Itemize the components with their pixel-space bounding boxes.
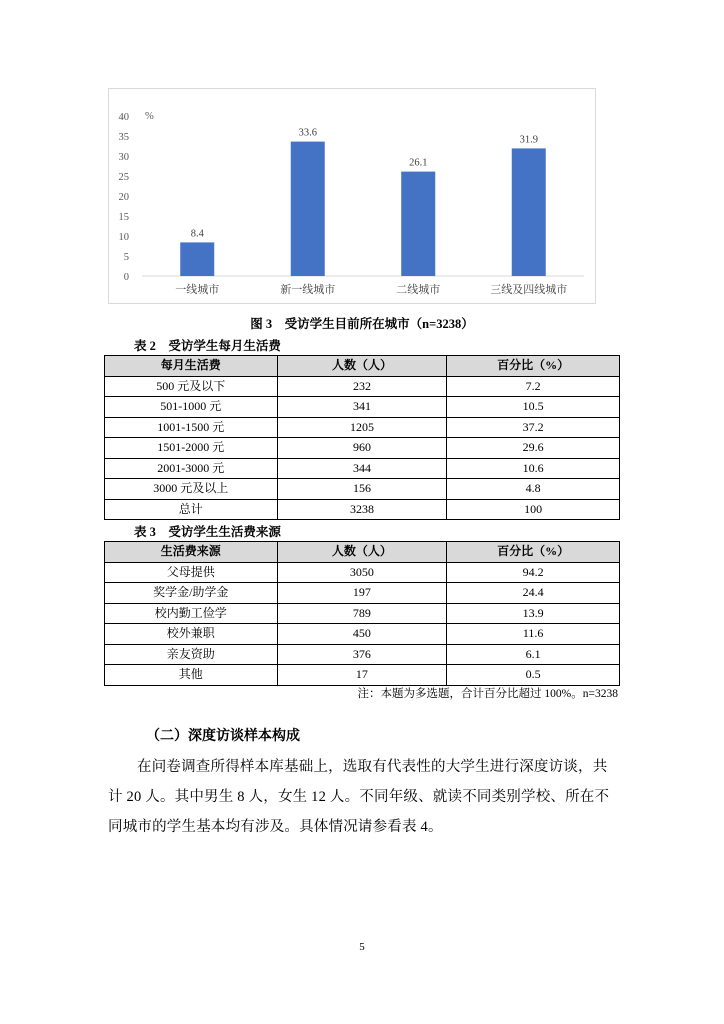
table-cell: 1205 (277, 417, 447, 438)
bar (512, 148, 546, 276)
table-cell: 232 (277, 376, 447, 397)
y-tick-label: 10 (118, 232, 129, 243)
table-cell: 7.2 (447, 376, 620, 397)
expense-source-table (104, 541, 620, 686)
header-cell: 人数（人） (277, 356, 447, 377)
table-row (105, 376, 620, 397)
table-cell: 校外兼职 (105, 624, 278, 645)
header-cell: 百分比（%） (447, 356, 620, 377)
header-cell: 人数（人） (277, 542, 447, 563)
table-row (105, 397, 620, 418)
data-label: 31.9 (519, 134, 538, 146)
x-tick-label: 三线及四线城市 (490, 284, 568, 296)
table-cell: 6.1 (447, 644, 620, 665)
table-cell: 100 (447, 499, 620, 520)
bar (180, 242, 214, 276)
table-row (105, 624, 620, 645)
table2-title: 表 2 受访学生每月生活费 (134, 339, 281, 353)
table-cell: 24.4 (447, 583, 620, 604)
table-row (105, 583, 620, 604)
table-cell: 奖学金/助学金 (105, 583, 278, 604)
table-row (105, 499, 620, 520)
table3-title: 表 3 受访学生生活费来源 (134, 525, 281, 539)
table-cell: 450 (277, 624, 447, 645)
table-cell: 37.2 (447, 417, 620, 438)
table-cell: 13.9 (447, 603, 620, 624)
table-header-row (105, 356, 620, 377)
table-row (105, 644, 620, 665)
table-cell: 156 (277, 479, 447, 500)
figure-caption: 图 3 受访学生目前所在城市（n=3238） (250, 317, 474, 331)
table-cell: 344 (277, 458, 447, 479)
y-tick-label: 25 (118, 172, 129, 183)
data-label: 33.6 (298, 127, 317, 139)
y-tick-label: 15 (118, 212, 129, 223)
table-cell: 1501-2000 元 (105, 438, 278, 459)
bar (291, 142, 325, 276)
body-paragraph: 在问卷调查所得样本库基础上，选取有代表性的大学生进行深度访谈，共计 20 人。其中男生 8 人，女生 12 人。不同年级、就读不同类别学校、所在不同城市的学生基本均有涉及。具体情况请参看表 4。 (108, 759, 610, 835)
unit-label: % (145, 111, 154, 122)
table-cell: 4.8 (447, 479, 620, 500)
y-tick-label: 0 (123, 272, 129, 283)
table-cell: 376 (277, 644, 447, 665)
table-cell: 其他 (105, 665, 278, 686)
bar (401, 172, 435, 276)
table-row (105, 665, 620, 686)
city-bar-chart (108, 88, 596, 304)
table-cell: 10.6 (447, 458, 620, 479)
table-cell: 10.5 (447, 397, 620, 418)
table-cell: 父母提供 (105, 562, 278, 583)
table-cell: 341 (277, 397, 447, 418)
monthly-expense-table (104, 355, 620, 520)
table-cell: 0.5 (447, 665, 620, 686)
data-label: 26.1 (409, 157, 428, 169)
table-cell: 960 (277, 438, 447, 459)
table-row (105, 458, 620, 479)
table-cell: 3000 元及以上 (105, 479, 278, 500)
table-cell: 197 (277, 583, 447, 604)
data-label: 8.4 (190, 228, 204, 240)
table-note: 注：本题为多选题，合计百分比超过 100%。n=3238 (357, 688, 618, 700)
section-heading: （二）深度访谈样本构成 (146, 729, 300, 744)
header-cell: 百分比（%） (447, 542, 620, 563)
table-cell: 校内勤工俭学 (105, 603, 278, 624)
table-cell: 亲友资助 (105, 644, 278, 665)
table-cell: 3238 (277, 499, 447, 520)
x-tick-label: 一线城市 (175, 284, 220, 296)
y-tick-label: 20 (118, 192, 129, 203)
x-tick-label: 新一线城市 (280, 284, 336, 296)
table-cell: 17 (277, 665, 447, 686)
table-cell: 3050 (277, 562, 447, 583)
table-cell: 1001-1500 元 (105, 417, 278, 438)
bar-chart-svg (109, 89, 595, 303)
y-tick-label: 40 (118, 112, 129, 123)
y-tick-label: 5 (123, 252, 129, 263)
table-header-row (105, 542, 620, 563)
y-tick-label: 30 (118, 152, 129, 163)
table-row (105, 603, 620, 624)
table-cell: 94.2 (447, 562, 620, 583)
table-cell: 2001-3000 元 (105, 458, 278, 479)
table-row (105, 479, 620, 500)
x-tick-label: 二线城市 (396, 284, 441, 296)
table-cell: 29.6 (447, 438, 620, 459)
y-tick-label: 35 (118, 132, 129, 143)
table-cell: 789 (277, 603, 447, 624)
table-cell: 501-1000 元 (105, 397, 278, 418)
header-cell: 每月生活费 (105, 356, 278, 377)
table-cell: 总计 (105, 499, 278, 520)
table-row (105, 562, 620, 583)
page-number: 5 (359, 941, 365, 953)
table-row (105, 417, 620, 438)
table-row (105, 438, 620, 459)
table-cell: 11.6 (447, 624, 620, 645)
header-cell: 生活费来源 (105, 542, 278, 563)
table-cell: 500 元及以下 (105, 376, 278, 397)
